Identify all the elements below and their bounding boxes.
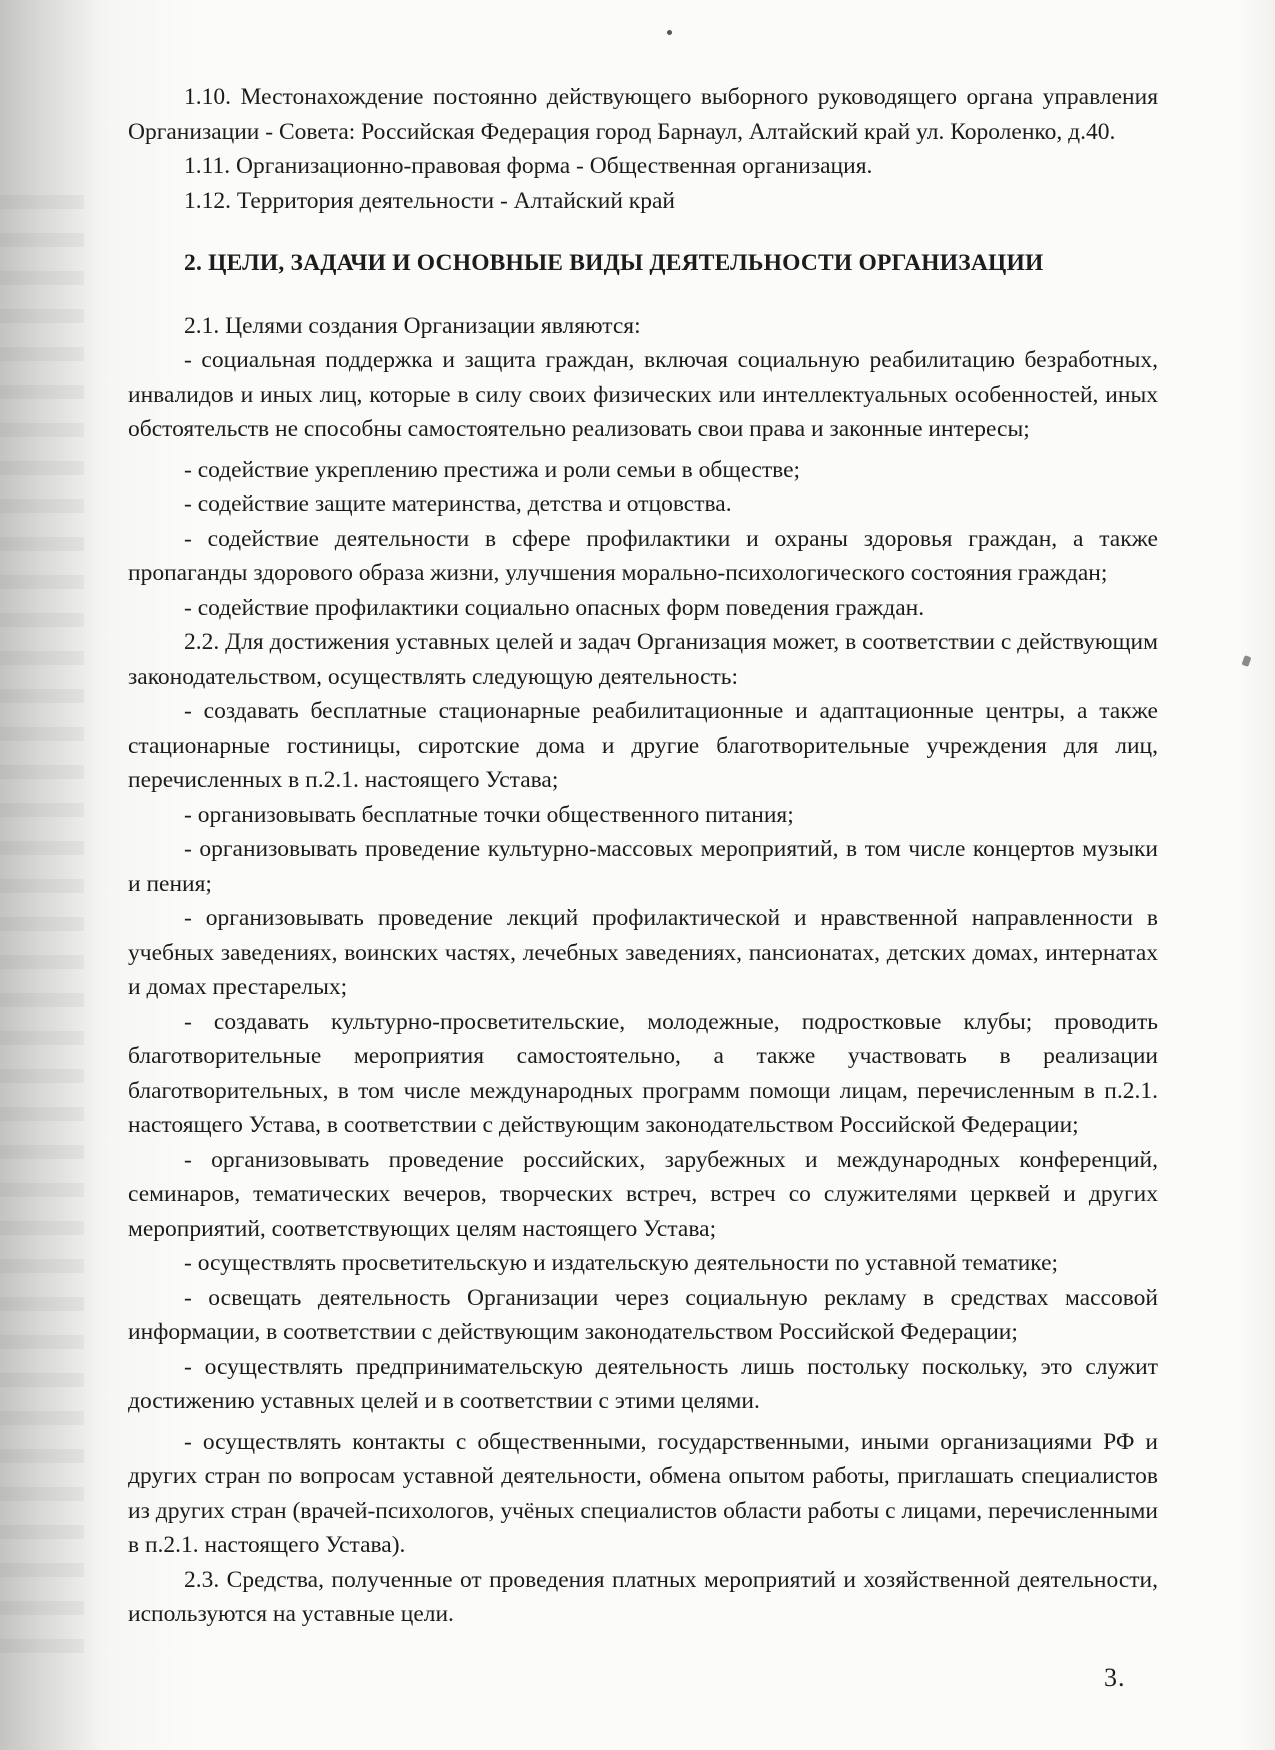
scan-speck xyxy=(1242,655,1252,667)
activity-item: - организовывать проведение лекций профилактической и нравственной направленности в учебных заведениях, воинских частях, лечебных заведениях, пансионатах, детских домах, интернатах и домах престарелых; xyxy=(128,905,1158,1000)
activity-item: - создавать бесплатные стационарные реабилитационные и адаптационные центры, а также стационарные гостиницы, сиротские дома и другие благотворительные учреждения для лиц, перечисленных в п.2.1. настоящего Устава; xyxy=(128,698,1158,793)
document-body xyxy=(128,80,1158,1632)
page-number: 3. xyxy=(1104,1663,1126,1692)
activity-item: - осуществлять контакты с общественными, государственными, иными организациями РФ и других стран по вопросам уставной деятельности, обмена опытом работы, приглашать специалистов из других стран (врачей-психологов, учёных специалистов области работы с лицами, перечисленными в п.2.1. настоящего Устава). xyxy=(128,1428,1158,1558)
section-2-heading: 2. ЦЕЛИ, ЗАДАЧИ И ОСНОВНЫЕ ВИДЫ ДЕЯТЕЛЬНОСТИ ОРГАНИЗАЦИИ xyxy=(184,250,1044,276)
clause-2-3: 2.3. Средства, полученные от проведения платных мероприятий и хозяйственной деятельности, используются на уставные цели. xyxy=(128,1566,1158,1627)
goal-item: - содействие защите материнства, детства и отцовства. xyxy=(184,491,732,517)
scan-dot-mark xyxy=(667,30,672,35)
clause-1-10: 1.10. Местонахождение постоянно действующего выборного руководящего органа управления Организации - Совета: Российская Федерация город Барнаул, Алтайский край ул. Короленко, д.40. xyxy=(128,84,1158,145)
clause-2-1: 2.1. Целями создания Организации являются: xyxy=(184,312,641,339)
goal-item: - содействие укреплению престижа и роли семьи в обществе; xyxy=(184,456,801,483)
activity-item: - осуществлять просветительскую и издательскую деятельности по уставной тематике; xyxy=(184,1250,1059,1276)
goal-item: - социальная поддержка и защита граждан, включая социальную реабилитацию безработных, инвалидов и иных лиц, которые в силу своих физических или интеллектуальных особенностей, иных обстоятельств не способны самостоятельно реализовать свои права и законные интересы; xyxy=(128,347,1158,442)
goal-item: - содействие профилактики социально опасных форм поведения граждан. xyxy=(184,594,925,621)
activity-item: - организовывать проведение российских, зарубежных и международных конференций, семинаров, тематических вечеров, творческих встреч, встреч со служителями церквей и других мероприятий, соответствующих целям настоящего Устава; xyxy=(128,1146,1158,1242)
activity-item: - организовывать бесплатные точки общественного питания; xyxy=(184,801,794,828)
clause-1-11: 1.11. Организационно-правовая форма - Общественная организация. xyxy=(184,153,873,179)
activity-item: - освещать деятельность Организации через социальную рекламу в средствах массовой информации, в соответствии с действующим законодательством Российской Федерации; xyxy=(128,1284,1158,1345)
activity-item: - осуществлять предпринимательскую деятельность лишь постольку поскольку, это служит достижению уставных целей и в соответствии с этими целями. xyxy=(128,1353,1158,1414)
activity-item: - организовывать проведение культурно-массовых мероприятий, в том числе концертов музыки и пения; xyxy=(128,836,1158,897)
goal-item: - содействие деятельности в сфере профилактики и охраны здоровья граждан, а также пропаганды здорового образа жизни, улучшения морально-психологического состояния граждан; xyxy=(128,525,1158,586)
activity-item: - создавать культурно-просветительские, молодежные, подростковые клубы; проводить благотворительные мероприятия самостоятельно, а также участвовать в реализации благотворительных, в том числе международных программ помощи лицам, перечисленным в п.2.1. настоящего Устава, в соответствии с действующим законодательством Российской Федерации; xyxy=(128,1008,1158,1138)
clause-1-12: 1.12. Территория деятельности - Алтайский край xyxy=(184,187,675,214)
bleed-through-margin xyxy=(0,195,84,1655)
clause-2-2: 2.2. Для достижения уставных целей и задач Организация может, в соответствии с действующим законодательством, осуществлять следующую деятельность: xyxy=(128,629,1158,690)
